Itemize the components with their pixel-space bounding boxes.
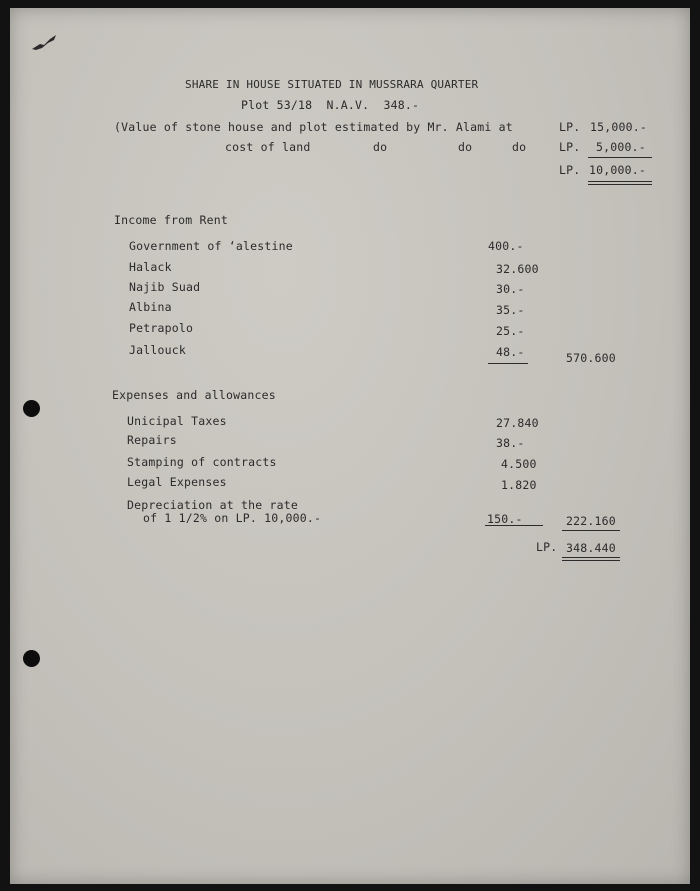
valuation-line-2-do-2: do <box>458 140 473 154</box>
income-heading: Income from Rent <box>114 213 228 227</box>
valuation-line-2-do-3: do <box>512 140 527 154</box>
valuation-double-rule-b <box>588 184 652 185</box>
income-underline <box>488 363 528 364</box>
plot-line: Plot 53/18 N.A.V. 348.- <box>241 98 420 112</box>
income-label-jallouck: Jallouck <box>129 343 186 357</box>
valuation-amount-1: 15,000.- <box>590 120 647 134</box>
valuation-amount-3: 10,000.- <box>589 163 646 177</box>
income-amount-government: 400.- <box>488 239 524 253</box>
income-amount-jallouck: 48.- <box>496 345 525 359</box>
ink-mark-icon <box>30 31 60 53</box>
income-label-najib: Najib Suad <box>129 280 201 294</box>
expense-label-repairs: Repairs <box>127 433 177 447</box>
income-amount-albina: 35.- <box>496 303 525 317</box>
expense-amount-taxes: 27.840 <box>496 416 539 430</box>
document-page <box>10 8 690 884</box>
valuation-amount-2: 5,000.- <box>596 140 646 154</box>
expenses-heading: Expenses and allowances <box>112 388 276 402</box>
punch-hole-top <box>23 400 40 417</box>
income-label-petrapolo: Petrapolo <box>129 321 194 335</box>
income-label-government: Government of ‘alestine <box>129 239 293 253</box>
net-double-rule-a <box>562 557 620 558</box>
expenses-total-underline <box>562 530 620 531</box>
expense-label-stamping: Stamping of contracts <box>127 455 277 469</box>
net-double-rule-b <box>562 560 620 561</box>
expenses-total: 222.160 <box>566 514 616 528</box>
income-amount-halack: 32.600 <box>496 262 539 276</box>
net-amount: 348.440 <box>566 541 616 555</box>
valuation-line-2-label: cost of land <box>225 140 311 154</box>
valuation-currency-2: LP. <box>559 140 581 154</box>
valuation-underline-2 <box>588 157 652 158</box>
expense-amount-repairs: 38.- <box>496 436 525 450</box>
income-amount-najib: 30.- <box>496 282 525 296</box>
expense-amount-legal: 1.820 <box>501 478 537 492</box>
valuation-line-2-do-1: do <box>373 140 388 154</box>
income-label-halack: Halack <box>129 260 172 274</box>
expense-label-depreciation: Depreciation at the rate <box>127 498 298 512</box>
valuation-currency-1: LP. <box>559 120 581 134</box>
document-title: SHARE IN HOUSE SITUATED IN MUSSRARA QUARTER <box>185 78 479 91</box>
expense-label-depreciation-2: of 1 1/2% on LP. 10,000.- <box>143 511 322 525</box>
expense-label-taxes: Unicipal Taxes <box>127 414 227 428</box>
net-currency: LP. <box>536 540 558 554</box>
expense-label-legal: Legal Expenses <box>127 475 227 489</box>
expense-amount-stamping: 4.500 <box>501 457 537 471</box>
expense-amount-depreciation: 150.- <box>487 512 523 526</box>
valuation-currency-3: LP. <box>559 163 581 177</box>
expenses-underline <box>485 525 543 526</box>
income-label-albina: Albina <box>129 300 172 314</box>
valuation-double-rule-a <box>588 181 652 182</box>
income-total: 570.600 <box>566 351 616 365</box>
punch-hole-bottom <box>23 650 40 667</box>
valuation-line-1: (Value of stone house and plot estimated by Mr. Alami at <box>114 120 513 134</box>
income-amount-petrapolo: 25.- <box>496 324 525 338</box>
